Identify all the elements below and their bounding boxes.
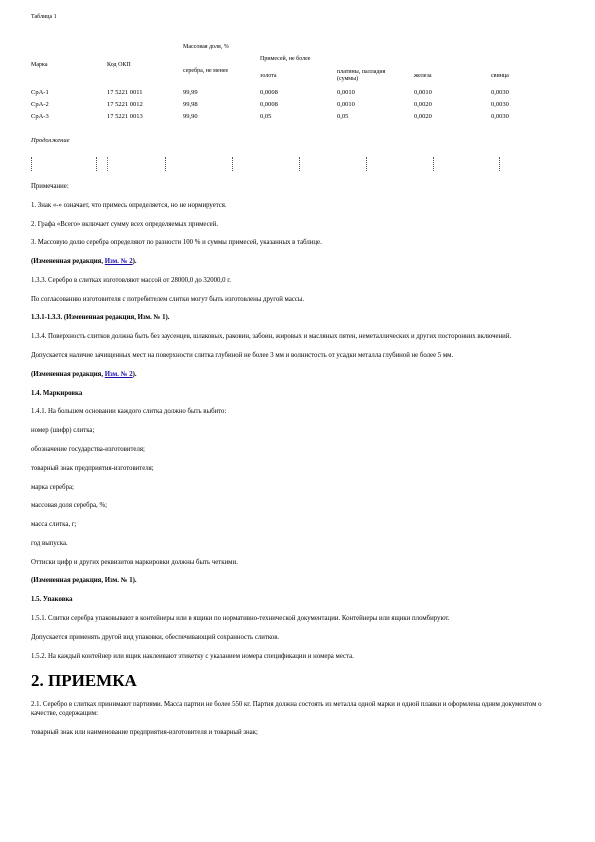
- table-caption: Таблица 1: [31, 14, 57, 20]
- header-silver-fraction: Массовая доля, %: [183, 44, 229, 50]
- paragraph: Допускается наличие зачищенных мест на поверхности слитка глубиной не более 3 мм и волнистость от усадки металла глубиной не более 5 мм.: [31, 352, 454, 360]
- table-cell: 17 5221 0011: [107, 89, 143, 96]
- revision-text: (Измененная редакция,: [31, 258, 105, 266]
- table-cell: 0,0020: [414, 113, 432, 120]
- list-item: массовая доля серебра, %;: [31, 502, 108, 510]
- paragraph: 2. Графа «Всего» включает сумму всех определяемых примесей.: [31, 220, 219, 228]
- collapsed-column-stub: [299, 157, 305, 171]
- header-silver-min: серебра, не менее: [183, 68, 229, 74]
- collapsed-column-stub: [31, 157, 37, 171]
- collapsed-column-stub: [232, 157, 238, 171]
- table-cell: 0,0030: [491, 113, 509, 120]
- collapsed-column-stub: [96, 157, 108, 171]
- table-cell: 99,98: [183, 101, 198, 108]
- paragraph: Допускается применять другой вид упаковки, обеспечивающий сохранность слитков.: [31, 633, 280, 641]
- paragraph: 1.3.3. Серебро в слитках изготовляют массой от 28000,0 до 32000,0 г.: [31, 276, 231, 284]
- revision-link[interactable]: Изм. № 2: [104, 370, 133, 378]
- table-cell: 0,0020: [414, 101, 432, 108]
- paragraph: товарный знак или наименование предприятия-изготовителя и товарный знак;: [31, 728, 258, 736]
- paragraph: По согласованию изготовителя с потребителем слитки могут быть изготовлены другой массы.: [31, 295, 305, 303]
- list-item: масса слитка, г;: [31, 521, 77, 529]
- paragraph: 1.3.4. Поверхность слитков должна быть без заусенцев, шлаковых, раковин, забоин, жировых и масляных пятен, неметаллических и других посторонних включений.: [31, 333, 512, 341]
- table-cell: 0,0008: [260, 89, 278, 96]
- list-item: номер (шифр) слитка;: [31, 427, 95, 435]
- collapsed-column-stub: [366, 157, 372, 171]
- chapter-heading: 2. ПРИЕМКА: [31, 671, 137, 691]
- table-cell: 0,0010: [337, 89, 355, 96]
- table-cell: СрА-2: [31, 101, 49, 108]
- collapsed-column-stub: [499, 157, 505, 171]
- list-item: товарный знак предприятия-изготовителя;: [31, 464, 154, 472]
- paragraph: 1.5.2. На каждый контейнер или ящик наклеивают этикетку с указанием номера спецификации и номера места.: [31, 652, 354, 660]
- section-heading: 1.5. Упаковка: [31, 596, 73, 604]
- header-gold: золота: [260, 73, 277, 79]
- note-heading: Примечание:: [31, 183, 69, 190]
- table-cell: 17 5221 0013: [107, 113, 143, 120]
- revision-note: 1.3.1-1.3.3. (Измененная редакция, Изм. № 1).: [31, 314, 170, 322]
- header-lead: свинца: [491, 73, 509, 79]
- header-okp: Код ОКП: [107, 62, 131, 68]
- paragraph: 3. Массовую долю серебра определяют по разности 100 % и суммы примесей, указанных в таблице.: [31, 239, 322, 247]
- table-cell: СрА-1: [31, 89, 49, 96]
- section-heading: 1.4. Маркировка: [31, 389, 83, 397]
- table-cell: 0,05: [260, 113, 272, 120]
- header-platinum: платины, палладия (суммы): [337, 69, 386, 82]
- revision-note: [31, 371, 569, 380]
- table-cell: 0,0010: [414, 89, 432, 96]
- header-iron: железа: [414, 73, 432, 79]
- revision-text: ).: [132, 370, 137, 378]
- table-cell: 17 5221 0012: [107, 101, 143, 108]
- collapsed-column-stub: [433, 157, 439, 171]
- header-mark: Марка: [31, 62, 48, 68]
- table-cell: 0,0010: [337, 101, 355, 108]
- table-cell: 0,05: [337, 113, 349, 120]
- list-item: год выпуска.: [31, 539, 68, 547]
- table-cell: 99,99: [183, 89, 198, 96]
- revision-note: (Измененная редакция, Изм. № 1).: [31, 577, 137, 585]
- paragraph: 1.4.1. На большем основании каждого слитка должно быть выбито:: [31, 408, 227, 416]
- header-impurities: Примесей, не более: [260, 56, 311, 62]
- table-cell: 0,0030: [491, 89, 509, 96]
- table-cell: СрА-3: [31, 113, 49, 120]
- list-item: обозначение государства-изготовителя;: [31, 445, 145, 453]
- table-cell: 0,0008: [260, 101, 278, 108]
- revision-text: (Измененная редакция,: [31, 370, 105, 378]
- paragraph: 2.1. Серебро в слитках принимают партиями. Масса партии не более 550 кг. Партия должна состоять из металла одной марки и одной плавки и оформлена одним документом о качестве, содержащим:: [31, 701, 542, 717]
- paragraph: 1. Знак «-» означает, что примесь определяется, но не нормируется.: [31, 201, 227, 209]
- table-cell: 0,0030: [491, 101, 509, 108]
- continuation-label: Продолжение: [31, 137, 70, 144]
- paragraph: Оттиски цифр и других реквизитов маркировки должны быть четкими.: [31, 558, 238, 566]
- revision-text: ).: [132, 258, 137, 266]
- body-text: [31, 183, 569, 747]
- paragraph: 1.5.1. Слитки серебра упаковывают в контейнеры или в ящики по нормативно-технической документации. Контейнеры или ящики пломбируют.: [31, 614, 450, 622]
- revision-link[interactable]: Изм. № 2: [104, 258, 133, 266]
- revision-note: [31, 258, 569, 267]
- table-cell: 99,90: [183, 113, 198, 120]
- list-item: марка серебра;: [31, 483, 74, 491]
- collapsed-column-stub: [165, 157, 171, 171]
